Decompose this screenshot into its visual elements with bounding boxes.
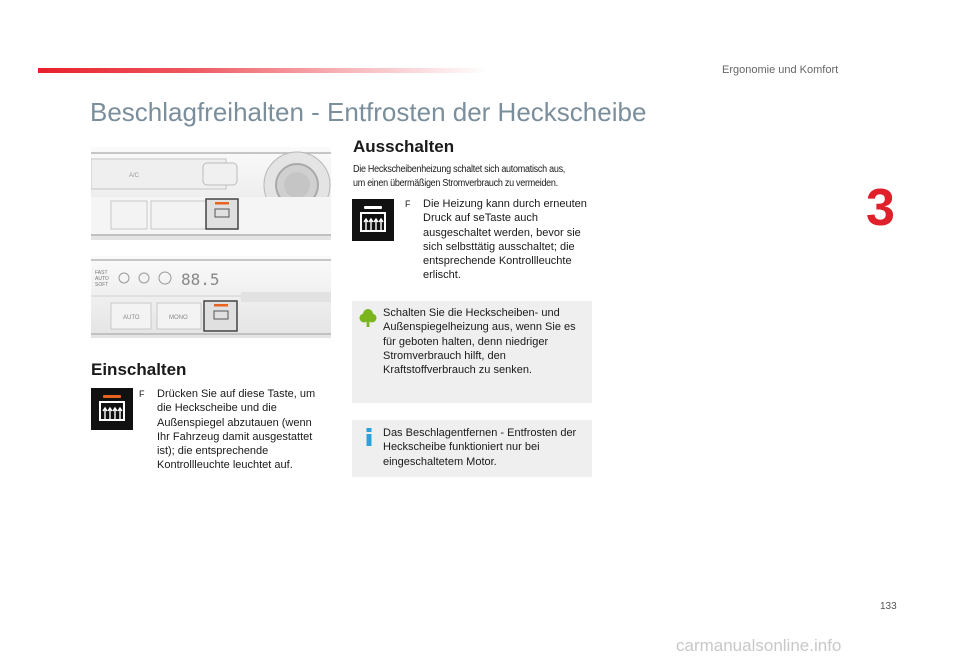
info-note-box [352, 420, 592, 477]
page-number: 133 [880, 601, 897, 612]
watermark: carmanualsonline.info [676, 636, 842, 655]
ac-label: A/C [129, 173, 140, 179]
eco-tree-icon [359, 308, 377, 328]
auto-label: AUTO [123, 315, 140, 321]
einschalten-step-text: Drücken Sie auf diese Taste, um die Heckscheibe und die Außenspiegel abzutauen (wenn Ihr Fahrzeug damit ausgestattet ist); die entsprechende Kontrollleuchte leuchtet auf. [157, 388, 316, 472]
eco-note-box [352, 301, 592, 403]
climate-panel-photo-2 [91, 256, 331, 338]
mono-label: MONO [169, 315, 188, 321]
step-arrow-icon: F [405, 199, 411, 209]
rear-window-defrost-icon [91, 388, 133, 430]
einschalten-heading: Einschalten [91, 360, 187, 379]
defrost-symbol-icon [359, 211, 387, 235]
chapter-number: 3 [866, 179, 895, 237]
step-arrow-icon: F [139, 389, 145, 399]
page-title: Beschlagfreihalten - Entfrosten der Heckscheibe [90, 97, 647, 127]
ausschalten-heading: Ausschalten [353, 137, 455, 156]
eco-note-text: Schalten Sie die Heckscheiben- und Außenspiegelheizung aus, wenn Sie es für geboten halten, denn niedriger Stromverbrauch hilft, den Kraftstoffverbrauch zu senken. [383, 307, 576, 377]
fast-auto-label: FAST [95, 270, 108, 276]
indicator-light-on [103, 395, 121, 398]
info-note-text: Das Beschlagentfernen - Entfrosten der Heckscheibe funktioniert nur bei eingeschaltetem Motor. [383, 427, 577, 468]
ausschalten-step-text: Die Heizung kann durch erneuten Druck auf seTaste auch ausgeschaltet werden, bevor sie sich selbsttätig ausschaltet; die entsprechende Kontrollleuchte erlischt. [423, 198, 587, 282]
defrost-symbol-icon [98, 400, 126, 424]
temperature-display: 88.5 [181, 270, 220, 289]
einschalten-step [139, 387, 324, 473]
svg-text:AUTO: AUTO [95, 276, 109, 282]
climate-panel-photo-1 [91, 147, 331, 240]
info-icon [365, 428, 373, 446]
svg-text:SOFT: SOFT [95, 282, 109, 288]
ausschalten-intro: Die Heckscheibenheizung schaltet sich automatisch aus, um einen übermäßigen Stromverbrauch zu vermeiden. [353, 164, 566, 189]
ausschalten-step [405, 197, 597, 283]
header-accent-bar [38, 68, 488, 73]
indicator-light-off [364, 206, 382, 209]
section-title: Ergonomie und Komfort [722, 64, 839, 76]
rear-window-defrost-icon [352, 199, 394, 241]
